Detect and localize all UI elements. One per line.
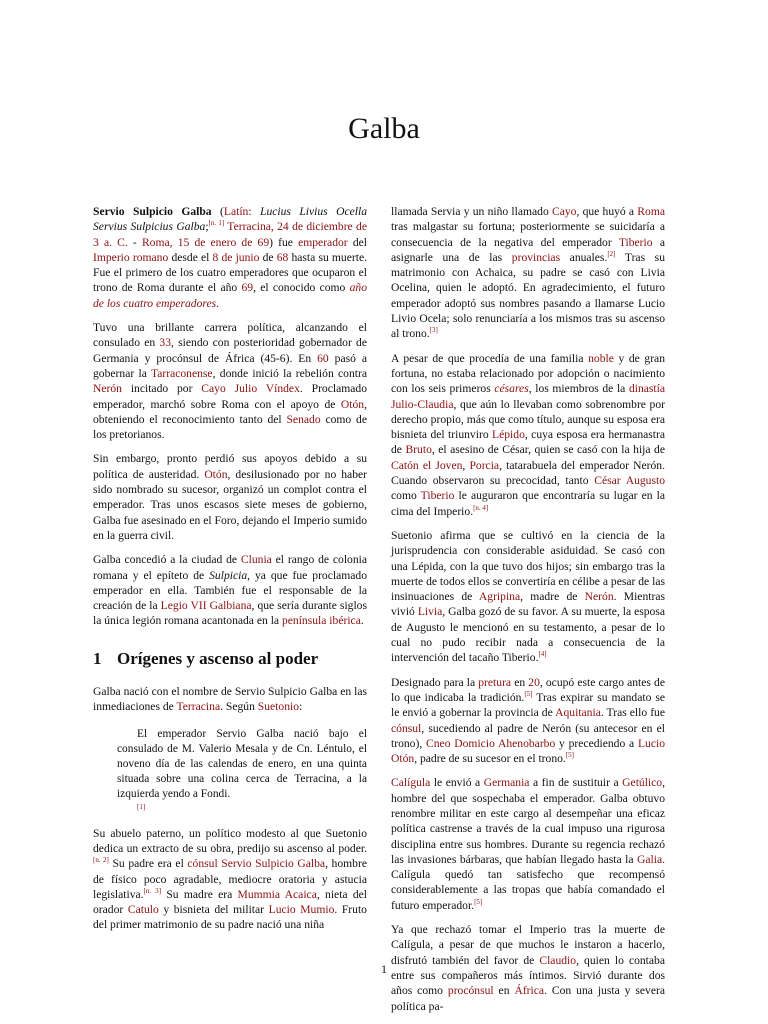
legio-link[interactable]: Legio VII Galbiana: [160, 599, 252, 613]
claudio-paragraph: Ya que rechazó tomar el Imperio tras la muerte de Calígula, a pesar de que muchos le instaron a hacerlo, disfrutó también del favor de Claudio, quien lo contaba entre sus compañeros más íntimos. Sirvió durante dos años como procónsul en África. Con una justa y severa política pa-: [391, 923, 666, 1013]
note-ref[interactable]: [n. 2]: [93, 856, 109, 865]
note-ref[interactable]: [5]: [565, 751, 574, 760]
agripina-link[interactable]: Agripina: [478, 590, 521, 604]
lucio-oton-link[interactable]: Lucio Otón: [391, 736, 666, 766]
decline-paragraph: Sin embargo, pronto perdió sus apoyos debido a su política de austeridad. Otón, desilusionado por no haber sido nombrado su sucesor, organizó un complot contra el emperador. Tras unos escasos siete meses de gobierno, Galba fue asesinado en el Foro, dejando el Imperio sumido en la guerra civil.: [93, 452, 368, 542]
germania-link[interactable]: Germania: [483, 776, 530, 790]
date-link[interactable]: 8 de junio: [212, 250, 260, 264]
left-column: [93, 204, 367, 942]
ahenobarbo-link[interactable]: Cneo Domicio Ahenobarbo: [426, 736, 556, 750]
birth-paragraph: Galba nació con el nombre de Servio Sulpicio Galba en las inmediaciones de Terracina. Según Suetonio:: [93, 685, 367, 714]
porcia-link[interactable]: Porcia: [469, 458, 500, 472]
offices-paragraph: Designado para la pretura en 20, ocupó este cargo antes de lo que indicaba la tradición.[5] Tras expirar su mandato se le envió a gobernar la provincia de Aquitania. Tras ello fue cónsul, sucediendo al padre de Nerón (su antecesor en el trono), Cneo Domicio Ahenobarbo y precediendo a Lucio Otón, padre de su sucesor en el trono.[5]: [391, 675, 666, 766]
emperor-link[interactable]: emperador: [298, 235, 348, 249]
roma-link[interactable]: Roma: [637, 205, 665, 218]
clunia-paragraph: Galba concedió a la ciudad de Clunia el rango de colonia romana y el epíteto de Sulpicia, ya que fue proclamado emperador en ella. También fue el responsable de la creación de la Legio VII Galbiana, que sería durante siglos la única legión romana acantonada en la península ibérica.: [93, 553, 367, 628]
article-subject-name: Servio Sulpicio Galba: [93, 205, 212, 218]
suetonio-link[interactable]: Suetonio: [257, 700, 300, 714]
section-title: Orígenes y ascenso al poder: [117, 648, 319, 668]
neron-link[interactable]: Nerón: [93, 382, 122, 396]
catulo-link[interactable]: Catulo: [127, 903, 159, 917]
tiberio-link[interactable]: Tiberio: [618, 235, 653, 249]
cayo-link[interactable]: Cayo: [551, 205, 577, 218]
birth-link[interactable]: Terracina, 24 de diciembre de 3 a. C.: [93, 220, 367, 249]
clunia-link[interactable]: Clunia: [240, 553, 272, 567]
bruto-link[interactable]: Bruto: [405, 443, 432, 457]
note-ref[interactable]: [n. 1]: [208, 219, 225, 228]
mumio-link[interactable]: Lucio Mumio: [268, 903, 335, 917]
career-paragraph: Tuvo una brillante carrera política, alcanzando el consulado en 33, siendo con posterioridad gobernador de Germania y procónsul de África (45-6). En 60 pasó a gobernar la Tarraconense, donde inició la rebelión contra Nerón incitado por Cayo Julio Víndex. Proclamado emperador, marchó sobre Roma con el apoyo de Otón, obteniendo el reconocimiento tanto del Senado como de los pretorianos.: [93, 321, 368, 442]
note-ref[interactable]: [n. 4]: [473, 503, 489, 512]
pretura-link[interactable]: pretura: [478, 675, 512, 689]
provincias-link[interactable]: provincias: [511, 250, 561, 264]
note-ref[interactable]: [5]: [474, 897, 483, 906]
year-link[interactable]: 60: [317, 351, 329, 365]
note-ref[interactable]: [5]: [524, 690, 533, 699]
lepido-link[interactable]: Lépido: [492, 428, 525, 442]
livia-link[interactable]: Livia: [417, 605, 443, 619]
right-column: [391, 204, 665, 1023]
sulpicia-text: Sulpicia: [209, 568, 248, 582]
aquitania-link[interactable]: Aquitania: [555, 706, 601, 720]
roman-empire-link[interactable]: Imperio romano: [93, 250, 169, 264]
caligula-link[interactable]: Calígula: [391, 776, 431, 790]
africa-link[interactable]: África: [514, 984, 545, 998]
note-ref[interactable]: [4]: [538, 650, 547, 659]
section-heading: [93, 648, 367, 668]
note-ref[interactable]: [n. 3]: [143, 886, 162, 895]
lineage-paragraph: A pesar de que procedía de una familia noble y de gran fortuna, no estaba relacionado por adopción o nacimiento con los seis primeros césares, los miembros de la dinastía Julio-Claudia, que aún lo llevaban como sobrenombre por derecho propio, más que como título, aunque su esposa era bisnieta del triunviro Lépido, cuya esposa era hermanastra de Bruto, el asesino de César, quien se casó con la hija de Catón el Joven, Porcia, tatarabuela del emperador Nerón. Cuando observaron su precocidad, tanto César Augusto como Tiberio le auguraron que encontraría su lugar en la cima del Imperio.[n. 4]: [391, 351, 666, 518]
claudio-link[interactable]: Claudio: [539, 953, 577, 967]
note-ref[interactable]: [2]: [607, 250, 616, 259]
caton-link[interactable]: Catón el Joven: [391, 458, 463, 472]
quote-ref[interactable]: [1]: [137, 802, 146, 811]
tiberio-link[interactable]: Tiberio: [420, 489, 455, 503]
proconsul-link[interactable]: procónsul: [447, 984, 494, 998]
section-number: 1: [93, 648, 102, 668]
intro-paragraph: Servio Sulpicio Galba (Latín: Lucius Livius Ocella Servius Sulpicius Galba;[n. 1] Terracina, 24 de diciembre de 3 a. C. - Roma, 15 de enero de 69) fue emperador del Imperio romano desde el 8 de junio de 68 hasta su muerte. Fue el primero de los cuatro emperadores que ocuparon el trono de Roma durante el año 69, el conocido como año de los cuatro emperadores.: [93, 205, 367, 310]
suetonius-quote: [117, 727, 367, 812]
germania-paragraph: Calígula le envió a Germania a fin de sustituir a Getúlico, hombre del que sospechaba el emperador. Galba obtuvo renombre militar en este cargo al desempeñar una eficaz política castrense a través de la cual impuso una rigurosa disciplina entre sus hombres. Durante su regencia rechazó las invasiones bárbaras, que habían llegado hasta la Galia. Calígula quedó tan satisfecho que recompensó considerablemente a las tropas que había comandado el futuro emperador.[5]: [391, 776, 665, 912]
page-number: 1: [381, 962, 387, 976]
noble-link[interactable]: noble: [588, 351, 614, 365]
oton-link[interactable]: Otón: [204, 467, 228, 481]
year-link[interactable]: 69: [241, 281, 254, 295]
senado-link[interactable]: Senado: [286, 412, 321, 426]
getulico-link[interactable]: Getúlico: [622, 776, 663, 790]
oton-link[interactable]: Otón: [340, 397, 365, 411]
galia-link[interactable]: Galia: [636, 852, 663, 866]
four-emperors-link[interactable]: año de los cuatro emperadores: [93, 281, 367, 310]
death-link[interactable]: Roma, 15 de enero de 69: [141, 235, 270, 249]
education-paragraph: Suetonio afirma que se cultivó en la ciencia de la jurisprudencia con considerable asiduidad. Se casó con una Lépida, con la que tuvo dos hijos; sin embargo tras la muerte de todos ellos se convertiría en célibe a pesar de las insinuaciones de Agripina, madre de Nerón. Mientras vivió Livia, Galba gozó de su favor. A su muerte, la esposa de Augusto le mencionó en su testamento, a pesar de lo cual no pudo recibir nada a consecuencia de la intervención del tacaño Tiberio.[4]: [391, 528, 666, 665]
latin-link[interactable]: Latín: [223, 205, 249, 218]
vindex-link[interactable]: Cayo Julio Víndex: [201, 382, 300, 396]
note-ref[interactable]: [3]: [429, 326, 438, 335]
mummia-link[interactable]: Mummia Acaica: [237, 887, 317, 901]
tarraconense-link[interactable]: Tarraconense: [150, 366, 213, 380]
dinastia-link[interactable]: dinastía Julio-Claudia: [391, 382, 666, 411]
latin-name: Lucius Livius Ocella Servius Sulpicius Galba: [93, 205, 367, 234]
page-title: Galba: [348, 112, 420, 145]
year-link[interactable]: 68: [276, 250, 289, 264]
siblings-paragraph: llamada Servia y un niño llamado Cayo, que huyó a Roma tras malgastar su fortuna; posteriormente se suicidaría a consecuencia de la negativa del emperador Tiberio a asignarle una de las provincias anuales.[2] Tras su matrimonio con Achaica, su padre se casó con Livia Ocelina, quien le adoptó. En agradecimiento, el futuro emperador adoptó sus nombres pasando a llamarse Lucio Livio Ocela; solo renunciaría a los mismos tras su ascenso al trono.[3]: [391, 205, 665, 341]
peninsula-link[interactable]: península ibérica: [281, 614, 361, 628]
year-link[interactable]: 20: [528, 675, 540, 689]
neron-link[interactable]: Nerón: [584, 590, 614, 604]
consul-link[interactable]: cónsul Servio Sulpicio Galba: [187, 857, 326, 871]
augusto-link[interactable]: César Augusto: [594, 474, 666, 488]
quote-text: El emperador Servio Galba nació bajo el consulado de M. Valerio Mesala y de Cn. Léntulo, el noveno día de las calendas de enero, en una quinta situada sobre una colina cerca de Terracina, a la izquierda yendo a Fondi.: [117, 727, 367, 800]
consul-link[interactable]: cónsul: [391, 721, 422, 735]
cesares-link[interactable]: césares: [494, 382, 529, 396]
year-link[interactable]: 33: [159, 336, 172, 350]
family-paragraph: Su abuelo paterno, un político modesto al que Suetonio dedica un extracto de su obra, predijo su ascenso al poder.[n. 2] Su padre era el cónsul Servio Sulpicio Galba, hombre de físico poco agradable, mediocre oratoria y astucia legislativa.[n. 3] Su madre era Mummia Acaica, nieta del orador Catulo y bisnieta del militar Lucio Mumio. Fruto del primer matrimonio de su padre nació una niña: [93, 826, 367, 932]
terracina-link[interactable]: Terracina: [176, 700, 221, 714]
